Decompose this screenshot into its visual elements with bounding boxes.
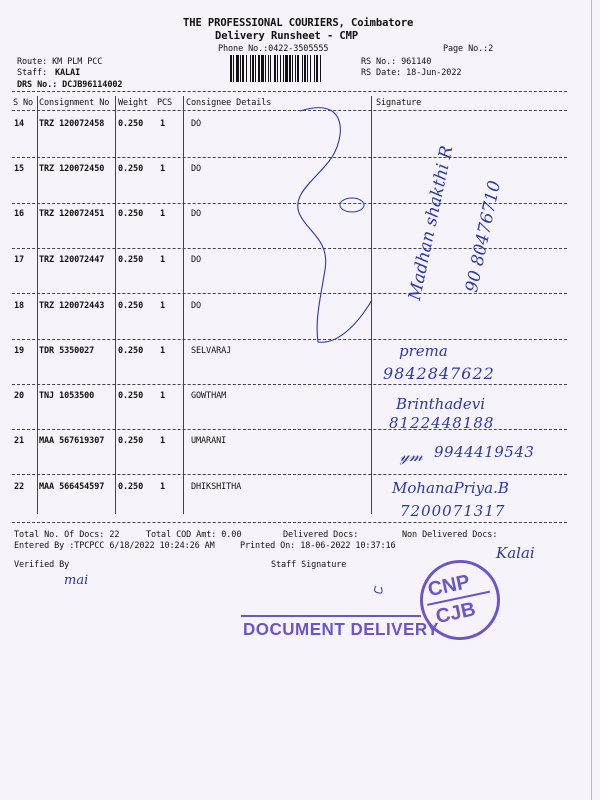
row-sno: 15: [14, 164, 25, 174]
row-consignment: TRZ 120072451: [39, 209, 105, 219]
total-docs: Total No. Of Docs: 22: [14, 530, 120, 540]
row-weight: 0.250: [118, 436, 144, 446]
col-pcs: PCS: [157, 98, 173, 108]
staff-name: KALAI: [55, 68, 81, 78]
row-pcs: 1: [160, 391, 166, 401]
signature-row19-phone: 9842847622: [383, 364, 495, 383]
total-cod: Total COD Amt: 0.00: [146, 530, 242, 540]
company-title: THE PROFESSIONAL COURIERS, Coimbatore: [183, 17, 414, 29]
row-consignment: TRZ 120072443: [39, 301, 105, 311]
row-consignee: DO: [191, 209, 202, 219]
row-weight: 0.250: [118, 255, 144, 265]
row-weight: 0.250: [118, 391, 144, 401]
row-sno: 14: [14, 119, 25, 129]
row-sno: 18: [14, 301, 25, 311]
page-number: Page No.:2: [443, 44, 494, 54]
row-consignment: TNJ 1053500: [39, 391, 95, 401]
staff-label: Staff:: [17, 68, 48, 78]
row-weight: 0.250: [118, 164, 144, 174]
signature-row19-name: prema: [399, 342, 448, 360]
row-consignee: SELVARAJ: [191, 346, 232, 356]
row-pcs: 1: [160, 255, 166, 265]
row-sno: 22: [14, 482, 25, 492]
row-sno: 20: [14, 391, 25, 401]
row-sno: 16: [14, 209, 25, 219]
vertical-phone: 90 80476710: [462, 178, 506, 295]
row-pcs: 1: [160, 119, 166, 129]
delivered-docs: Delivered Docs:: [283, 530, 359, 540]
row-pcs: 1: [160, 209, 166, 219]
staff-signature-label: Staff Signature: [271, 560, 347, 570]
stamp-cnp: CNP: [426, 570, 472, 602]
verified-mark: mai: [64, 573, 89, 588]
rs-date: RS Date: 18-Jun-2022: [361, 68, 462, 78]
row-pcs: 1: [160, 346, 166, 356]
col-consignee: Consignee Details: [186, 98, 272, 108]
entered-by: Entered By :TPCPCC 6/18/2022 10:24:26 AM: [14, 541, 215, 551]
row-pcs: 1: [160, 301, 166, 311]
col-consignment: Consignment No: [39, 98, 110, 108]
signature-row20-name: Brinthadevi: [396, 395, 486, 413]
row-consignee: DO: [191, 119, 202, 129]
row-pcs: 1: [160, 436, 166, 446]
row-consignment: TRZ 120072447: [39, 255, 105, 265]
rs-number: RS No.: 961140: [361, 57, 432, 67]
row-consignee: DO: [191, 255, 202, 265]
row-consignment: MAA 566454597: [39, 482, 105, 492]
row-consignee: DO: [191, 301, 202, 311]
document-delivery-rule: [241, 615, 421, 617]
verified-by-label: Verified By: [14, 560, 70, 570]
drs-number: DRS No.: DCJB96114002: [17, 80, 123, 90]
row-consignment: TDR 5350027: [39, 346, 95, 356]
row-pcs: 1: [160, 482, 166, 492]
route: Route: KM PLM PCC: [17, 57, 103, 67]
row-consignment: MAA 567619307: [39, 436, 105, 446]
phone-number: Phone No.:0422-3505555: [218, 44, 329, 54]
signature-row22-phone: 7200071317: [400, 502, 506, 520]
stamp-cjb: CJB: [433, 598, 478, 629]
row-consignee: DHIKSHITHA: [191, 482, 242, 492]
row-consignee: UMARANI: [191, 436, 227, 446]
signature-row21-phone: 9944419543: [434, 443, 535, 461]
row-consignment: TRZ 120072450: [39, 164, 105, 174]
row-sno: 19: [14, 346, 25, 356]
row-weight: 0.250: [118, 346, 144, 356]
signature-row21-mark: 𝓎𝓂: [400, 446, 423, 465]
row-weight: 0.250: [118, 482, 144, 492]
col-sno: S No: [13, 98, 34, 108]
non-delivered-docs: Non Delivered Docs:: [402, 530, 498, 540]
runsheet-title: Delivery Runsheet - CMP: [215, 30, 359, 42]
col-weight: Weight: [118, 98, 149, 108]
row-consignee: GOWTHAM: [191, 391, 227, 401]
row-consignee: DO: [191, 164, 202, 174]
signature-row22-name: MohanaPriya.B: [392, 479, 509, 497]
signature-row20-phone: 8122448188: [389, 414, 495, 432]
row-weight: 0.250: [118, 119, 144, 129]
document-delivery-stamp: DOCUMENT DELIVERY: [243, 619, 439, 640]
printed-on: Printed On: 18-06-2022 10:37:16: [240, 541, 396, 551]
row-pcs: 1: [160, 164, 166, 174]
row-sno: 21: [14, 436, 25, 446]
row-consignment: TRZ 120072458: [39, 119, 105, 129]
row-sno: 17: [14, 255, 25, 265]
col-signature: Signature: [376, 98, 422, 108]
row-weight: 0.250: [118, 209, 144, 219]
vertical-signature: Madhan shakthi R: [405, 144, 458, 303]
staff-handwritten-signature: Kalai: [496, 544, 535, 562]
row-weight: 0.250: [118, 301, 144, 311]
